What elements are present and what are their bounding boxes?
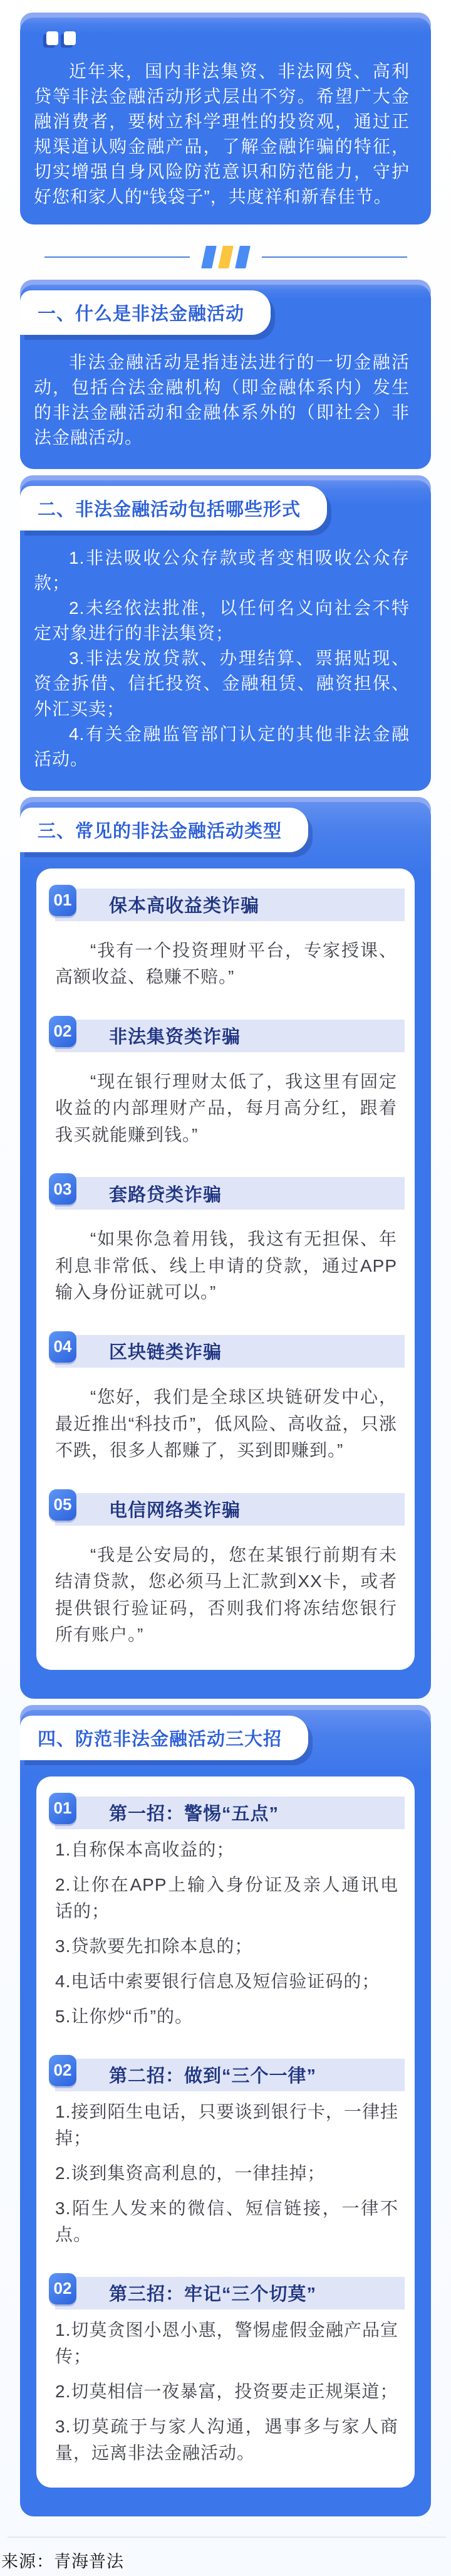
prevention-move-block: [49, 2273, 401, 2466]
scam-type-block: [49, 1016, 401, 1149]
source-credit: 来源：青海普法: [1, 2552, 124, 2571]
move-item: 3.贷款要先扣除本息的；: [55, 1936, 253, 1956]
section-3-title: 三、常见的非法金融活动类型: [20, 808, 308, 852]
scam-type-title: 区块链类诈骗: [55, 1335, 405, 1368]
prevention-move-items: [55, 2317, 398, 2466]
section-2-list: [34, 546, 410, 771]
move-item: 3.陌生人发来的微信、短信链接，一律不点。: [55, 2198, 398, 2244]
divider-line-left: [44, 256, 190, 258]
move-item: 1.自称保本高收益的；: [55, 1839, 235, 1859]
move-item: 4.电话中索要银行信息及短信验证码的；: [55, 1971, 380, 1991]
form-item: 4.有关金融监管部门认定的其他非法金融活动。: [34, 724, 410, 769]
scam-type-header: [49, 1331, 401, 1366]
scam-type-quote: “如果你急着用钱，我这有无担保、年利息非常低、线上申请的贷款，通过APP输入身份证就可以。”: [55, 1229, 397, 1302]
scam-type-header: [49, 1173, 401, 1208]
move-item: 3.切莫疏于与家人沟通，遇事多与家人商量，远离非法金融活动。: [55, 2416, 398, 2463]
scam-type-header: [49, 1016, 401, 1051]
move-item: 2.谈到集资高利息的，一律挂掉；: [55, 2163, 326, 2183]
scam-type-number-badge: 01: [49, 885, 76, 916]
footer-divider: [8, 2536, 446, 2538]
form-item: 3.非法发放贷款、办理结算、票据贴现、资金拆借、信托投资、金融租赁、融资担保、外汇买卖；: [34, 648, 410, 719]
scam-type-quote: “您好，我们是全球区块链研发中心，最近推出“科技币”，低风险、高收益，只涨不跌，很多人都赚了，买到即赚到。”: [55, 1386, 397, 1460]
scam-type-quote: “我是公安局的，您在某银行前期有未结清贷款，您必须马上汇款到XX卡，或者提供银行验证码，否则我们将冻结您银行所有账户。”: [55, 1544, 397, 1645]
quote-icon: [46, 31, 76, 45]
prevention-move-number-badge: 01: [49, 1793, 76, 1824]
prevention-move-number-badge: 02: [49, 2055, 76, 2086]
scam-type-quote: “现在银行理财太低了，我这里有固定收益的内部理财产品，每月高分红，跟着我买就能赚到钱。”: [55, 1071, 397, 1144]
move-item: 2.让你在APP上输入身份证及亲人通讯电话的；: [55, 1874, 398, 1921]
bar-blue-icon: [201, 246, 217, 268]
form-item: 1.非法吸收公众存款或者变相吸收公众存款；: [34, 548, 410, 593]
prevention-move-title: 第一招：警惕“五点”: [55, 1797, 405, 1829]
section-1-card: [20, 285, 431, 469]
form-item: 2.未经依法批准，以任何名义向社会不特定对象进行的非法集资；: [34, 598, 410, 643]
section-2-title: 二、非法金融活动包括哪些形式: [20, 486, 327, 531]
scam-type-title: 电信网络类诈骗: [55, 1493, 405, 1526]
scam-type-number-badge: 03: [49, 1173, 76, 1205]
section-2-card: [20, 480, 431, 790]
scam-type-block: [49, 885, 401, 991]
section-1-body: 非法金融活动是指违法进行的一切金融活动，包括合法金融机构（即金融体系内）发生的非法金融活动和金融体系外的（即社会）非法金融活动。: [34, 352, 410, 448]
prevention-move-items: [55, 2099, 398, 2248]
intro-card: [20, 18, 431, 224]
divider-bars-icon: [204, 246, 248, 268]
prevention-move-header: [49, 1793, 401, 1828]
section-1-title: 一、什么是非法金融活动: [20, 290, 271, 335]
prevention-move-items: [55, 1837, 398, 2030]
move-item: 5.让你炒“币”的。: [55, 2006, 194, 2026]
scam-type-title: 保本高收益类诈骗: [55, 889, 405, 921]
scam-type-number-badge: 04: [49, 1331, 76, 1363]
scam-type-quote: “我有一个投资理财平台，专家授课、高额收益、稳赚不赔。”: [55, 940, 397, 987]
prevention-move-block: [49, 1793, 401, 2030]
divider-line-right: [262, 256, 407, 258]
scam-type-block: [49, 1173, 401, 1306]
scam-type-header: [49, 885, 401, 920]
intro-text: 近年来，国内非法集资、非法网贷、高利贷等非法金融活动形式层出不穷。希望广大金融消费者，要树立科学理性的投资观，通过正规渠道认购金融产品，了解金融诈骗的特征，切实增强自身风险防范意识和防范能力，守护好您和家人的“钱袋子”，共度祥和新春佳节。: [34, 61, 410, 207]
prevention-moves-card: [36, 1776, 415, 2488]
prevention-move-number-badge: 02: [49, 2273, 76, 2304]
scam-type-title: 非法集资类诈骗: [55, 1020, 405, 1052]
prevention-move-title: 第二招：做到“三个一律”: [55, 2059, 405, 2091]
bar-blue-icon: [235, 246, 251, 268]
scam-type-block: [49, 1331, 401, 1464]
prevention-move-header: [49, 2055, 401, 2090]
section-3-card: [20, 802, 431, 1699]
scam-type-title: 套路贷类诈骗: [55, 1177, 405, 1210]
move-item: 1.切莫贪图小恩小惠，警惕虚假金融产品宣传；: [55, 2320, 398, 2366]
prevention-move-block: [49, 2055, 401, 2248]
bar-yellow-icon: [218, 246, 234, 268]
scam-type-header: [49, 1489, 401, 1524]
move-item: 1.接到陌生电话，只要谈到银行卡，一律挂掉；: [55, 2101, 398, 2148]
section-4-card: [20, 1710, 431, 2516]
scam-type-block: [49, 1489, 401, 1649]
scam-types-card: [36, 868, 415, 1670]
prevention-move-title: 第三招：牢记“三个切莫”: [55, 2277, 405, 2309]
section-divider: [0, 243, 451, 271]
move-item: 2.切莫相信一夜暴富，投资要走正规渠道；: [55, 2381, 398, 2401]
prevention-move-header: [49, 2273, 401, 2308]
scam-type-number-badge: 05: [49, 1489, 76, 1521]
section-4-title: 四、防范非法金融活动三大招: [20, 1716, 308, 1760]
scam-type-number-badge: 02: [49, 1016, 76, 1047]
